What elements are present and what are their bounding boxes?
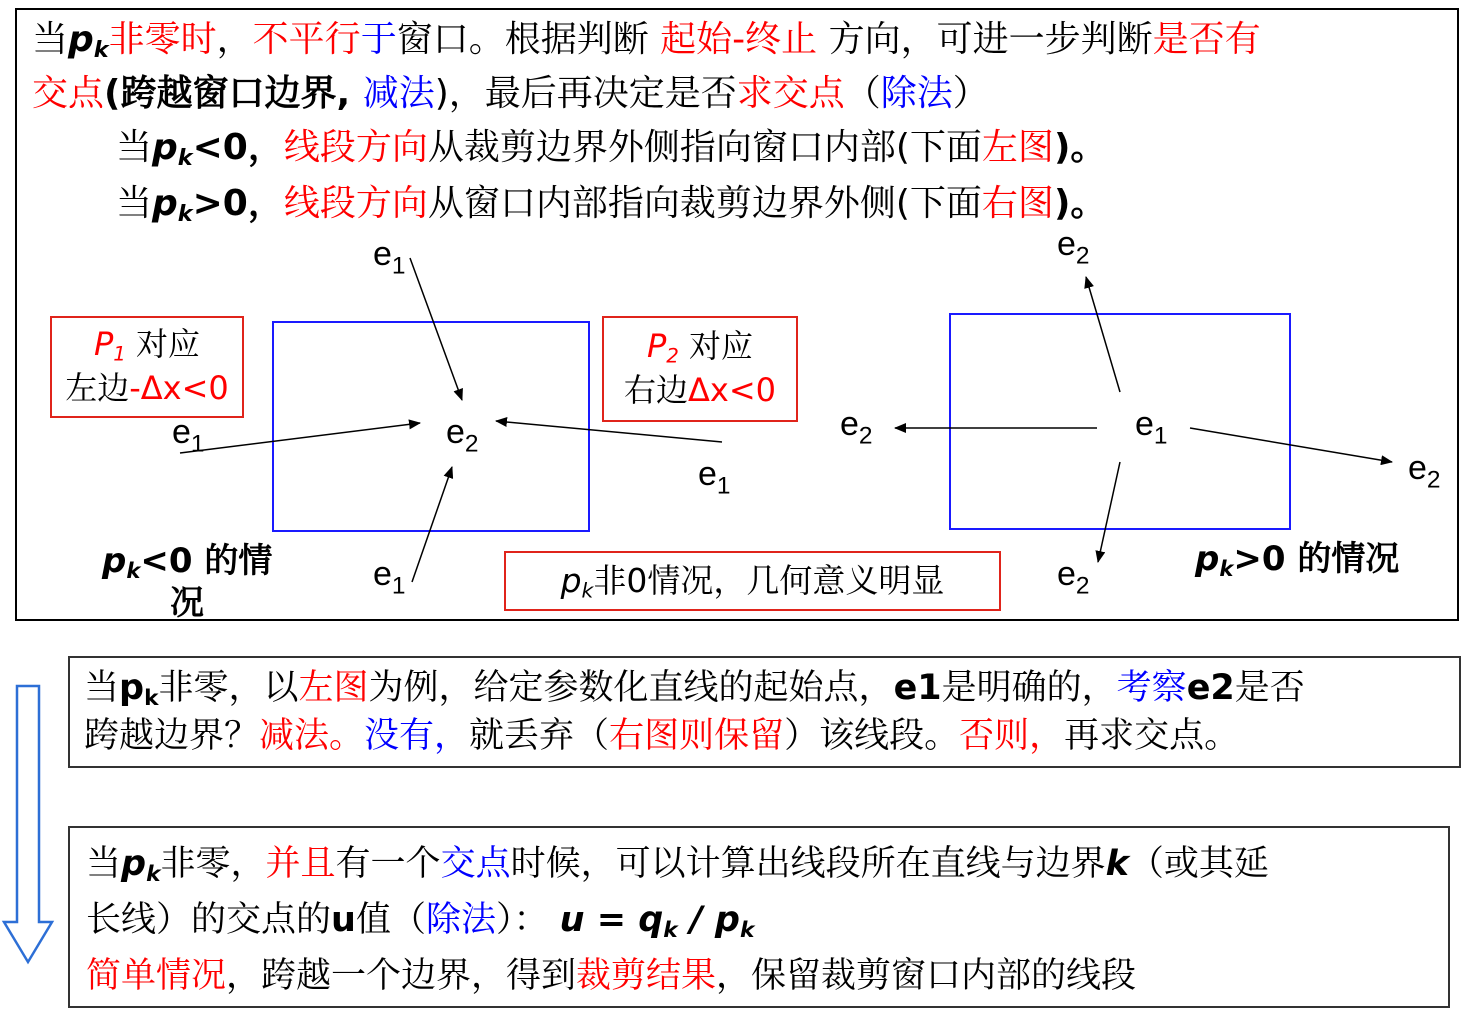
caption-left: $p_k<0$ 的情 况 (102, 541, 273, 623)
left-clip-window (273, 322, 589, 531)
intro-line-3: 当$p_k<0$，线段方向从裁剪边界外侧指向窗口内部(下面左图)。 (116, 127, 1107, 172)
label-e2-center: $e_2$ (446, 413, 479, 458)
intro-line-2: 交点(跨越窗口边界, 减法)，最后再决定是否求交点（除法） (32, 73, 989, 114)
p2-annotation: $P_2$ 对应 右边Δx<0 (602, 316, 798, 422)
label-e1-top: $e_1$ (373, 235, 406, 280)
pk-nonzero-note: $p_k$非0情况，几何意义明显 (504, 551, 1001, 611)
label-e1-center: $e_1$ (1135, 405, 1168, 450)
arrow-up-outward (1086, 277, 1120, 392)
arrow-down-outward (1098, 462, 1120, 562)
explanation-box-2: 当$p_k$非零，并且有一个交点时候，可以计算出线段所在直线与边界k（或其延 长线）的交点的u值（除法）： $u = q_k / p_k$ 简单情况，跨越一个边界，得到裁剪结果，保留裁剪窗口内部的线段 (68, 826, 1450, 1008)
label-e2-bottom: $e_2$ (1057, 555, 1090, 600)
down-arrow-icon (0, 684, 60, 966)
intro-line-1: 当$p_k$非零时，不平行于窗口。根据判断 起始-终止 方向，可进一步判断是否有 (32, 19, 1261, 64)
arrow-right-inward (496, 421, 722, 442)
label-e1-left: $e_1$ (172, 413, 205, 458)
label-e1-bottom: $e_1$ (373, 555, 406, 600)
arrow-bottom-inward (412, 467, 452, 582)
label-e2-left: $e_2$ (840, 405, 873, 450)
label-e2-right: $e_2$ (1408, 449, 1441, 494)
formula-u-equals-q-over-p: $u = q_k / p_k$ (559, 900, 755, 944)
arrow-left-inward (180, 423, 420, 453)
caption-right: $p_k>0$ 的情况 (1195, 539, 1400, 581)
label-e1-right: $e_1$ (698, 455, 731, 500)
p1-annotation: $P_1$ 对应 左边-Δx<0 (50, 316, 244, 418)
explanation-box-1: 当$p_k$非零，以左图为例，给定参数化直线的起始点，e1是明确的，考察e2是否 跨越边界？减法。没有，就丢弃（右图则保留）该线段。否则，再求交点。 (68, 656, 1461, 768)
intro-line-4: 当$p_k>0$，线段方向从窗口内部指向裁剪边界外侧(下面右图)。 (116, 183, 1107, 228)
label-e2-top: $e_2$ (1057, 225, 1090, 270)
arrow-top-inward (410, 258, 462, 400)
right-clip-window (950, 314, 1290, 529)
